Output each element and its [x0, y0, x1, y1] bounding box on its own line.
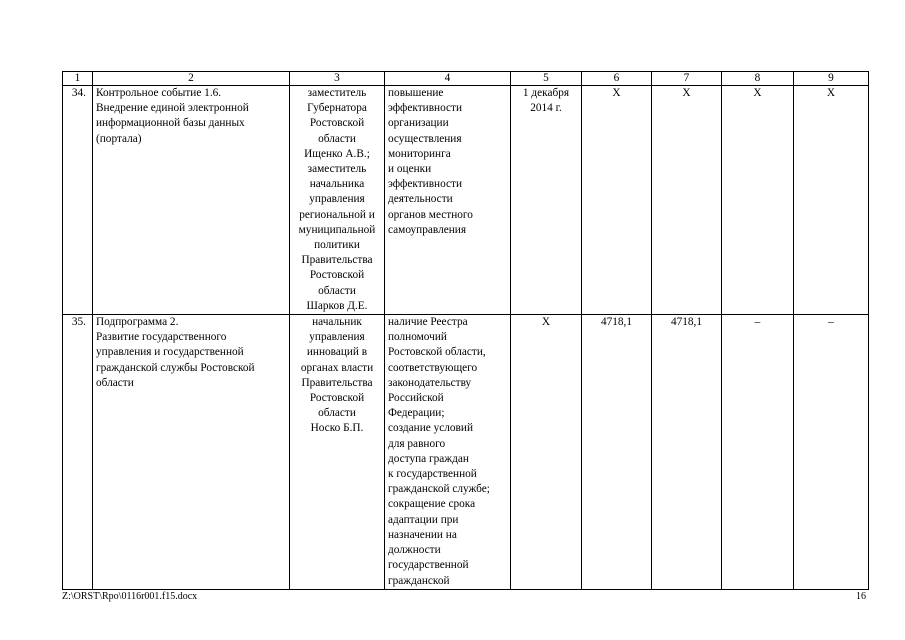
- value-cell-7: 4718,1: [652, 315, 722, 590]
- header-cell-6: 6: [582, 72, 652, 86]
- row-number: 34.: [63, 86, 93, 315]
- value-cell-7: Х: [652, 86, 722, 315]
- header-cell-4: 4: [385, 72, 511, 86]
- header-cell-8: 8: [722, 72, 794, 86]
- header-cell-1: 1: [63, 72, 93, 86]
- column-number-row: [63, 72, 869, 86]
- value-cell-6: Х: [582, 86, 652, 315]
- responsible-person: начальник управления инноваций в органах власти Правительства Ростовской области Носко Б.П.: [290, 315, 385, 590]
- value-cell-8: Х: [722, 86, 794, 315]
- event-name: Подпрограмма 2. Развитие государственного управления и государственной гражданской службы Ростовской области: [93, 315, 290, 590]
- expected-result: наличие Реестра полномочий Ростовской области, соответствующего законодательству Российской Федерации; создание условий для равного доступа граждан к государственной гражданской службе; сокращение срока адаптации при назначении на должности государственной гражданской: [385, 315, 511, 590]
- schedule-table: [62, 71, 869, 590]
- page-number: 16: [856, 591, 866, 602]
- responsible-person: заместитель Губернатора Ростовской области Ищенко А.В.; заместитель начальника управления региональной и муниципальной политики Правительства Ростовской области Шарков Д.Е.: [290, 86, 385, 315]
- value-cell-6: 4718,1: [582, 315, 652, 590]
- header-cell-5: 5: [511, 72, 582, 86]
- header-cell-3: 3: [290, 72, 385, 86]
- header-cell-2: 2: [93, 72, 290, 86]
- deadline-cell: 1 декабря 2014 г.: [511, 86, 582, 315]
- event-name: Контрольное событие 1.6. Внедрение единой электронной информационной базы данных (портала): [93, 86, 290, 315]
- value-cell-9: –: [794, 315, 869, 590]
- header-cell-7: 7: [652, 72, 722, 86]
- row-number: 35.: [63, 315, 93, 590]
- table-row: [63, 86, 869, 315]
- footer-file-path: Z:\ORST\Rpo\0116r001.f15.docx: [62, 591, 198, 602]
- table-row: [63, 315, 869, 590]
- expected-result: повышение эффективности организации осуществления мониторинга и оценки эффективности деятельности органов местного самоуправления: [385, 86, 511, 315]
- deadline-cell: Х: [511, 315, 582, 590]
- value-cell-8: –: [722, 315, 794, 590]
- header-cell-9: 9: [794, 72, 869, 86]
- value-cell-9: Х: [794, 86, 869, 315]
